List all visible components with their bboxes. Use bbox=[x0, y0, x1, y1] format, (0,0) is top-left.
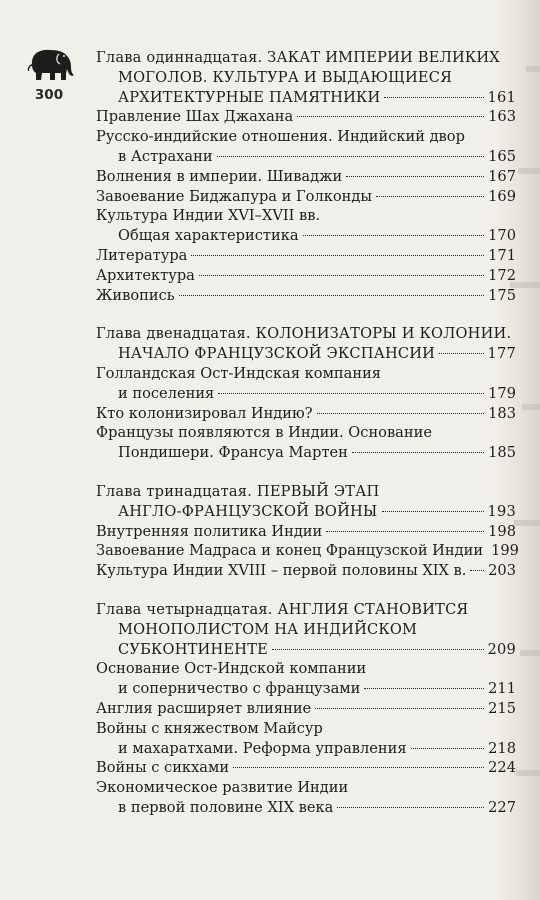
toc-entry-line bbox=[96, 541, 519, 561]
toc-entry-line bbox=[96, 659, 516, 679]
toc-entry-text: Французы появляются в Индии. Основание bbox=[96, 424, 432, 442]
toc-entry-line bbox=[96, 443, 516, 463]
page-ref: 209 bbox=[487, 640, 516, 658]
toc-entry-line bbox=[96, 522, 516, 542]
page-ref: 199 bbox=[491, 542, 519, 560]
toc-entry-text: Голландская Ост-Индская компания bbox=[96, 364, 382, 382]
chapter-heading[interactable] bbox=[96, 48, 516, 107]
dot-leader bbox=[317, 413, 485, 414]
toc-entry-text: Культура Индии XVIII – первой половины XIX в. bbox=[96, 562, 467, 580]
toc-entry-text: Экономическое развитие Индии bbox=[96, 779, 349, 797]
toc-entry-text: Культура Индии XVI–XVII вв. bbox=[96, 207, 321, 225]
dot-leader bbox=[326, 531, 484, 532]
toc-entry[interactable] bbox=[96, 127, 516, 167]
dot-leader bbox=[191, 255, 484, 256]
page-ref: 227 bbox=[488, 798, 516, 816]
toc-entry-line bbox=[96, 404, 516, 424]
chapter-heading-line bbox=[96, 620, 516, 640]
chapter-heading-text: АНГЛО-ФРАНЦУЗСКОЙ ВОЙНЫ bbox=[118, 502, 378, 520]
toc-entry-line bbox=[96, 226, 516, 246]
toc-entry[interactable] bbox=[96, 719, 516, 759]
toc-entry[interactable] bbox=[96, 107, 516, 127]
chapter-heading-line bbox=[96, 640, 516, 660]
toc-entry[interactable] bbox=[96, 266, 516, 286]
page-ref: 185 bbox=[488, 444, 516, 462]
dot-leader bbox=[384, 97, 483, 98]
toc-entry-text: Пондишери. Франсуа Мартен bbox=[118, 444, 348, 462]
page-ref: 218 bbox=[488, 739, 516, 757]
toc-entry-line bbox=[96, 206, 516, 226]
toc-entry[interactable] bbox=[96, 187, 516, 207]
page-ref: 167 bbox=[488, 167, 516, 185]
toc-entry-line bbox=[96, 266, 516, 286]
toc-entry-line bbox=[96, 127, 516, 147]
toc-entry-text: Завоевание Биджапура и Голконды bbox=[96, 187, 372, 205]
dot-leader bbox=[376, 196, 484, 197]
chapter-heading-text: МОНОПОЛИСТОМ НА ИНДИЙСКОМ bbox=[118, 620, 418, 638]
toc-entry-line bbox=[96, 107, 516, 127]
chapter-heading-line bbox=[96, 344, 516, 364]
page-ref: 224 bbox=[488, 759, 516, 777]
chapter-heading-text: МОГОЛОВ. КУЛЬТУРА И ВЫДАЮЩИЕСЯ bbox=[118, 68, 453, 86]
page-ref: 165 bbox=[488, 147, 516, 165]
page-ref: 172 bbox=[488, 266, 516, 284]
toc-entry[interactable] bbox=[96, 167, 516, 187]
toc-entry[interactable] bbox=[96, 423, 516, 463]
toc-entry-line bbox=[96, 679, 516, 699]
dot-leader bbox=[439, 353, 483, 354]
toc-entry-line bbox=[96, 246, 516, 266]
chapter-heading-text: СУБКОНТИНЕНТЕ bbox=[118, 640, 268, 658]
dot-leader bbox=[411, 748, 485, 749]
dot-leader bbox=[470, 570, 484, 571]
chapter-heading[interactable] bbox=[96, 324, 516, 364]
toc-entry[interactable] bbox=[96, 404, 516, 424]
bleed-through-mark bbox=[518, 168, 540, 174]
dot-leader bbox=[352, 452, 484, 453]
toc-entry[interactable] bbox=[96, 659, 516, 699]
chapter-section bbox=[96, 324, 516, 463]
toc-entry-text: Живопись bbox=[96, 286, 175, 304]
dot-leader bbox=[297, 116, 484, 117]
toc-entry-line bbox=[96, 561, 516, 581]
toc-entry[interactable] bbox=[96, 699, 516, 719]
page-number: 300 bbox=[34, 87, 64, 103]
toc-entry-text: Литература bbox=[96, 246, 188, 264]
toc-entry-line bbox=[96, 798, 516, 818]
page-ref: 198 bbox=[488, 522, 516, 540]
toc-entry-line bbox=[96, 187, 516, 207]
toc-entry-text: Правление Шах Джахана bbox=[96, 108, 294, 126]
page-ref: 161 bbox=[487, 88, 516, 106]
toc-entry-line bbox=[96, 699, 516, 719]
chapter-heading-line bbox=[96, 502, 516, 522]
toc-entry-line bbox=[96, 384, 516, 404]
toc-entry-text: Русско-индийские отношения. Индийский двор bbox=[96, 128, 465, 146]
bleed-through-mark bbox=[526, 66, 540, 72]
toc-entry-line bbox=[96, 364, 516, 384]
toc-entry[interactable] bbox=[96, 778, 516, 818]
table-of-contents bbox=[96, 48, 519, 837]
page-ref: 169 bbox=[488, 187, 516, 205]
chapter-heading-text: Глава двенадцатая. КОЛОНИЗАТОРЫ И КОЛОНИИ. bbox=[96, 325, 512, 343]
toc-entry[interactable] bbox=[96, 246, 516, 266]
page-ref: 171 bbox=[488, 246, 516, 264]
toc-entry[interactable] bbox=[96, 541, 519, 561]
toc-entry-line bbox=[96, 286, 516, 306]
toc-entry-text: в Астрахани bbox=[118, 147, 213, 165]
elephant-icon bbox=[26, 42, 76, 82]
toc-entry-line bbox=[96, 167, 516, 187]
toc-entry-text: Войны с княжеством Майсур bbox=[96, 719, 323, 737]
chapter-heading-line bbox=[96, 482, 516, 502]
bleed-through-mark bbox=[516, 770, 540, 776]
dot-leader bbox=[315, 708, 484, 709]
toc-entry-line bbox=[96, 423, 516, 443]
toc-entry[interactable] bbox=[96, 561, 516, 581]
chapter-heading-line bbox=[96, 88, 516, 108]
page-ref: 177 bbox=[487, 345, 516, 363]
chapter-heading-text: Глава одиннадцатая. ЗАКАТ ИМПЕРИИ ВЕЛИКИХ bbox=[96, 49, 500, 66]
page-ref: 183 bbox=[488, 404, 516, 422]
toc-entry[interactable] bbox=[96, 758, 516, 778]
page-ref: 170 bbox=[488, 227, 516, 245]
toc-entry-text: Англия расширяет влияние bbox=[96, 699, 312, 717]
chapter-heading-text: Глава четырнадцатая. АНГЛИЯ СТАНОВИТСЯ bbox=[96, 600, 469, 618]
chapter-heading-text: АРХИТЕКТУРНЫЕ ПАМЯТНИКИ bbox=[118, 88, 381, 106]
chapter-section bbox=[96, 600, 516, 818]
dot-leader bbox=[179, 295, 484, 296]
dot-leader bbox=[364, 688, 484, 689]
toc-entry-text: Войны с сикхами bbox=[96, 759, 230, 777]
page-ref: 163 bbox=[488, 108, 516, 126]
toc-entry-text: Общая характеристика bbox=[118, 227, 299, 245]
toc-entry-line bbox=[96, 719, 516, 739]
toc-entry-text: Архитектура bbox=[96, 266, 195, 284]
toc-entry-text: Завоевание Мадраса и конец Французской Индии bbox=[96, 542, 484, 560]
chapter-section bbox=[96, 482, 519, 581]
toc-entry-text: в первой половине XIX века bbox=[118, 798, 334, 816]
page-ref: 211 bbox=[488, 680, 516, 698]
dot-leader bbox=[199, 275, 484, 276]
chapter-heading-line bbox=[96, 324, 516, 344]
dot-leader bbox=[346, 176, 484, 177]
dot-leader bbox=[233, 767, 484, 768]
chapter-heading-text: НАЧАЛО ФРАНЦУЗСКОЙ ЭКСПАНСИИ bbox=[118, 345, 436, 363]
page-ref: 175 bbox=[488, 286, 516, 304]
chapter-heading-line bbox=[96, 68, 516, 88]
toc-entry-text: Кто колонизировал Индию? bbox=[96, 404, 313, 422]
chapter-heading-line bbox=[96, 600, 516, 620]
chapter-heading-line bbox=[96, 48, 516, 68]
bleed-through-mark bbox=[522, 404, 540, 410]
toc-entry-text: и соперничество с французами bbox=[118, 680, 361, 698]
page-ref: 215 bbox=[488, 699, 516, 717]
toc-entry-text: Внутренняя политика Индии bbox=[96, 522, 323, 540]
page-ref: 179 bbox=[488, 384, 516, 402]
dot-leader bbox=[218, 393, 484, 394]
chapter-section bbox=[96, 48, 516, 305]
bleed-through-mark bbox=[514, 520, 540, 526]
toc-entry-text: Волнения в империи. Шиваджи bbox=[96, 167, 343, 185]
toc-entry-text: и махаратхами. Реформа управления bbox=[118, 739, 407, 757]
toc-entry-text: и поселения bbox=[118, 384, 215, 402]
toc-entry-line bbox=[96, 739, 516, 759]
toc-entry-line bbox=[96, 147, 516, 167]
chapter-heading[interactable] bbox=[96, 482, 516, 522]
dot-leader bbox=[337, 807, 484, 808]
toc-entry[interactable] bbox=[96, 364, 516, 404]
chapter-heading[interactable] bbox=[96, 600, 516, 659]
toc-entry-line bbox=[96, 758, 516, 778]
dot-leader bbox=[303, 235, 485, 236]
chapter-heading-text: Глава тринадцатая. ПЕРВЫЙ ЭТАП bbox=[96, 482, 380, 500]
toc-entry[interactable] bbox=[96, 286, 516, 306]
dot-leader bbox=[382, 511, 484, 512]
toc-entry[interactable] bbox=[96, 522, 516, 542]
toc-entry-line bbox=[96, 778, 516, 798]
toc-entry[interactable] bbox=[96, 206, 516, 246]
page-ref: 203 bbox=[488, 562, 516, 580]
dot-leader bbox=[217, 156, 485, 157]
page-ref: 193 bbox=[487, 502, 516, 520]
toc-entry-text: Основание Ост-Индской компании bbox=[96, 660, 367, 678]
dot-leader bbox=[272, 649, 484, 650]
bleed-through-mark bbox=[520, 650, 540, 656]
